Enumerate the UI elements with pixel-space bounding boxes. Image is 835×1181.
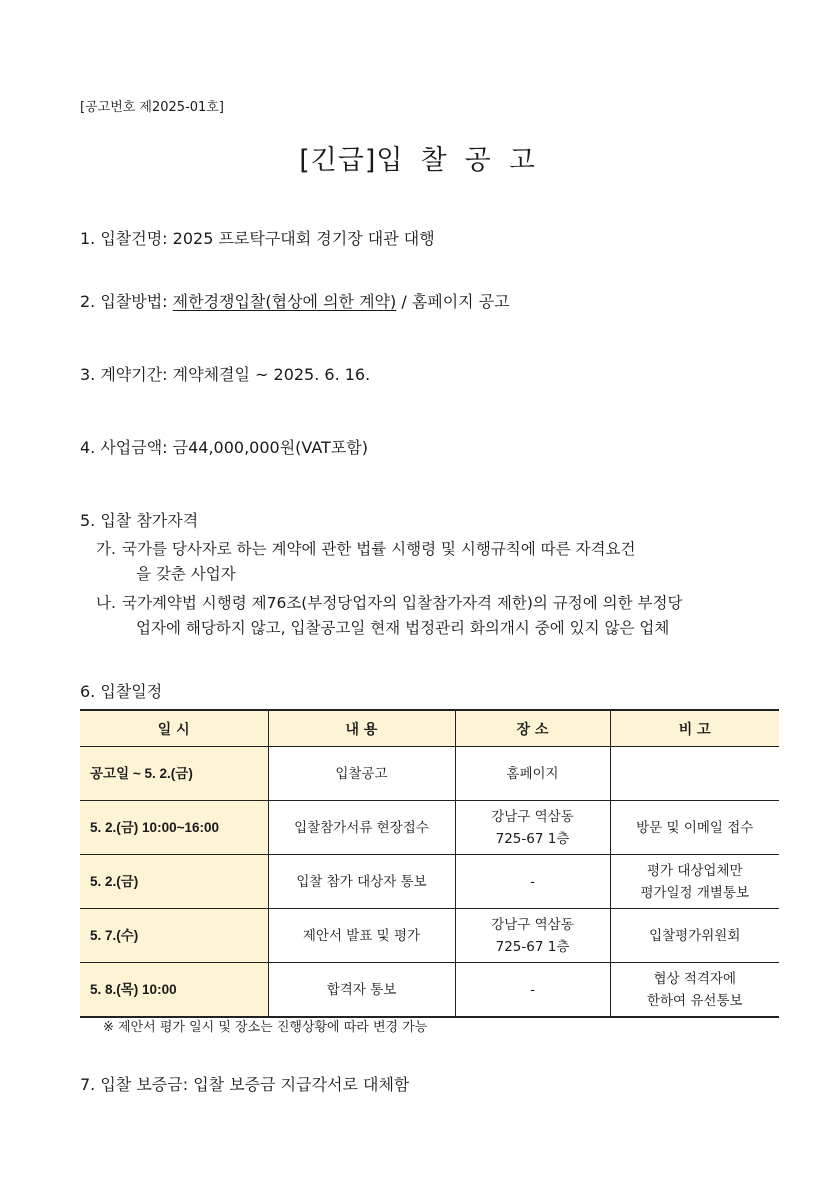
- row-place: [455, 801, 610, 855]
- item-value: 계약체결일 ~ 2025. 6. 16.: [172, 365, 371, 384]
- item-bid-name: [80, 226, 435, 249]
- row-date: 5. 7.(수): [80, 909, 268, 963]
- row-place-line1: -: [530, 873, 535, 890]
- row-note: [610, 909, 779, 963]
- eligibility-b: [96, 591, 682, 641]
- row-place-line1: -: [530, 981, 535, 998]
- title-char: 공: [464, 145, 509, 176]
- row-note: [610, 801, 779, 855]
- row-place: [455, 855, 610, 909]
- row-place: [455, 747, 610, 801]
- eligibility-a-line1: 국가를 당사자로 하는 계약에 관한 법률 시행령 및 시행규칙에 따른 자격요건: [122, 540, 636, 558]
- item-label: 3. 계약기간:: [80, 365, 173, 384]
- row-note-line2: 한하여 유선통보: [646, 992, 743, 1009]
- header-datetime: 일 시: [80, 710, 268, 747]
- row-place-line1: 강남구 역삼동: [491, 916, 574, 933]
- row-note-line1: 방문 및 이메일 접수: [636, 819, 754, 836]
- row-content: 입찰참가서류 현장접수: [268, 801, 455, 855]
- row-place-line2: 725-67 1층: [495, 938, 570, 955]
- row-place: [455, 909, 610, 963]
- eligibility-b-line2: 업자에 해당하지 않고, 입찰공고일 현재 법정관리 화의개시 중에 있지 않은 업체: [136, 619, 670, 637]
- row-content: 입찰공고: [268, 747, 455, 801]
- item-budget: [80, 435, 368, 458]
- table-row: [80, 747, 779, 801]
- row-date: 5. 2.(금) 10:00~16:00: [80, 801, 268, 855]
- bid-method-value: 제한경쟁입찰(협상에 의한 계약): [172, 292, 397, 311]
- row-note-line1: 협상 적격자에: [653, 970, 737, 987]
- item-bid-method: [80, 289, 510, 312]
- item-schedule-heading: 6. 입찰일정: [80, 682, 163, 701]
- row-place-line1: 홈페이지: [506, 765, 559, 782]
- table-row: [80, 963, 779, 1018]
- notice-number: [공고번호 제2025-01호]: [80, 100, 224, 115]
- eligibility-b-mark: 나.: [96, 594, 116, 612]
- eligibility-a-line2: 을 갖춘 사업자: [136, 565, 236, 583]
- header-content: 내 용: [268, 710, 455, 747]
- table-row: [80, 909, 779, 963]
- item-contract-period: [80, 362, 370, 385]
- row-note: [610, 963, 779, 1018]
- row-place: [455, 963, 610, 1018]
- row-date: 5. 8.(목) 10:00: [80, 963, 268, 1018]
- title-char: 입: [376, 145, 421, 176]
- item-label: 2. 입찰방법:: [80, 292, 173, 311]
- header-place: 장 소: [455, 710, 610, 747]
- row-note-line2: 평가일정 개별통보: [640, 884, 750, 901]
- row-place-line1: 강남구 역삼동: [491, 808, 574, 825]
- row-note: [610, 747, 779, 801]
- row-date: 공고일 ~ 5. 2.(금): [80, 747, 268, 801]
- title-char: 고: [508, 145, 536, 176]
- row-place-line2: 725-67 1층: [495, 830, 570, 847]
- row-note-line1: 입찰평가위원회: [649, 927, 741, 944]
- header-remarks: 비 고: [610, 710, 779, 747]
- bid-method-suffix: / 홈페이지 공고: [396, 292, 510, 311]
- row-date: 5. 2.(금): [80, 855, 268, 909]
- table-row: [80, 801, 779, 855]
- schedule-table: [80, 709, 779, 1018]
- page-title: [0, 138, 835, 177]
- title-prefix: [긴급]: [299, 145, 377, 176]
- item-eligibility-heading: 5. 입찰 참가자격: [80, 511, 199, 530]
- eligibility-a: [96, 537, 635, 587]
- item-bid-deposit: [80, 1072, 409, 1095]
- eligibility-b-line1: 국가계약법 시행령 제76조(부정당업자의 입찰참가자격 제한)의 규정에 의한 부정당: [122, 594, 683, 612]
- title-char: 찰: [420, 145, 465, 176]
- item-value: 금44,000,000원(VAT포함): [172, 438, 368, 457]
- table-row: [80, 855, 779, 909]
- eligibility-a-mark: 가.: [96, 540, 116, 558]
- row-note-line1: 평가 대상업체만: [646, 862, 743, 879]
- row-content: 제안서 발표 및 평가: [268, 909, 455, 963]
- table-header-row: [80, 710, 779, 747]
- row-note: [610, 855, 779, 909]
- item-value: 2025 프로탁구대회 경기장 대관 대행: [172, 229, 435, 248]
- item-value: 입찰 보증금 지급각서로 대체함: [193, 1075, 410, 1094]
- schedule-footnote: ※ 제안서 평가 일시 및 장소는 진행상황에 따라 변경 가능: [103, 1020, 428, 1035]
- item-label: 7. 입찰 보증금:: [80, 1075, 194, 1094]
- row-content: 합격자 통보: [268, 963, 455, 1018]
- item-label: 4. 사업금액:: [80, 438, 173, 457]
- item-label: 1. 입찰건명:: [80, 229, 173, 248]
- row-content: 입찰 참가 대상자 통보: [268, 855, 455, 909]
